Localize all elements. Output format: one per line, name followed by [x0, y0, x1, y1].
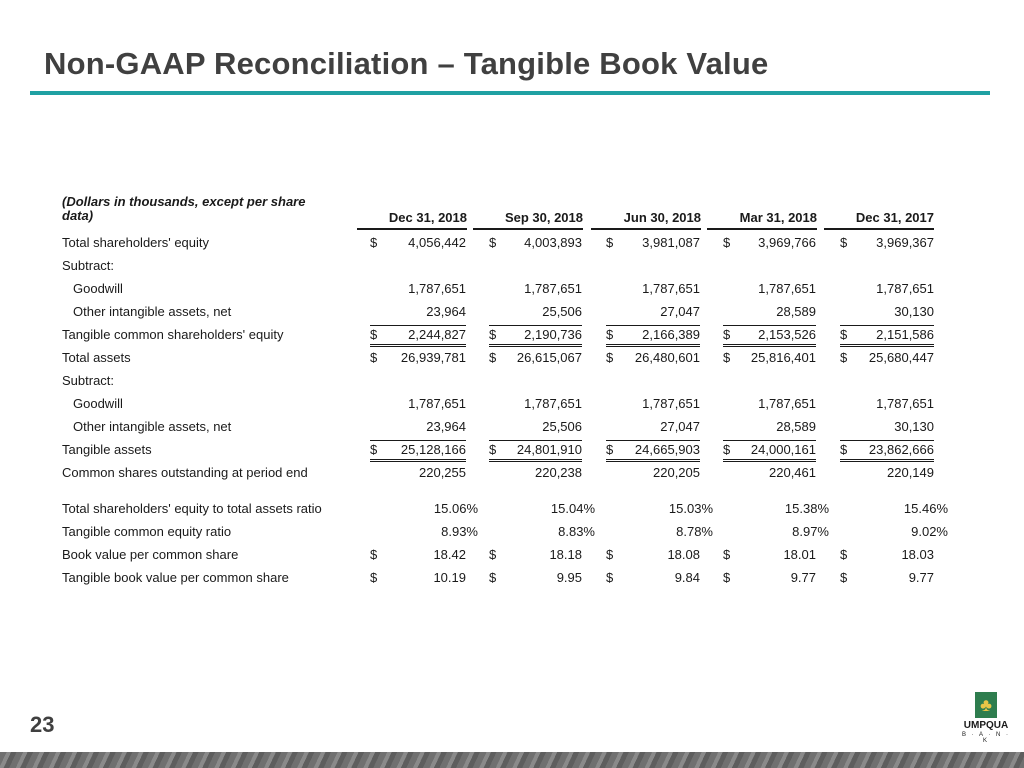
cell-value: 3,969,367 [876, 235, 934, 250]
cell-value: 24,000,161 [750, 442, 816, 457]
page-number: 23 [30, 712, 55, 737]
currency-symbol: $ [723, 235, 731, 250]
table-cell [489, 281, 582, 298]
currency-symbol: $ [370, 570, 378, 585]
cell-value: 2,166,389 [642, 327, 700, 342]
table-cell [606, 501, 713, 518]
table-cell [606, 396, 700, 413]
cell-value: 18.42 [433, 547, 466, 562]
cell-value: 220,238 [535, 465, 582, 480]
table-cell [489, 501, 595, 518]
currency-symbol: $ [489, 570, 497, 585]
currency-symbol: $ [840, 570, 848, 585]
table-row [62, 565, 948, 588]
row-label: Other intangible assets, net [73, 304, 232, 319]
table-cell [840, 304, 934, 321]
currency-symbol: $ [489, 350, 497, 365]
table-cell [370, 235, 466, 252]
page-title: Non-GAAP Reconciliation – Tangible Book Value [44, 46, 769, 81]
table-cell [489, 396, 582, 413]
table-row [62, 322, 948, 345]
cell-value: 220,255 [419, 465, 466, 480]
cell-value: 1,787,651 [408, 281, 466, 296]
currency-symbol: $ [606, 327, 614, 342]
cell-value: 1,787,651 [524, 281, 582, 296]
table-cell [489, 304, 582, 321]
cell-value: 8.93% [441, 524, 478, 539]
logo-subtitle: B · A · N · K [961, 732, 1010, 744]
row-label: Book value per common share [62, 547, 239, 562]
currency-symbol: $ [606, 350, 614, 365]
row-label: Subtract: [62, 258, 115, 273]
cell-value: 15.46% [903, 501, 948, 516]
cell-value: 24,801,910 [516, 442, 582, 457]
table-cell [840, 419, 934, 436]
currency-symbol: $ [723, 547, 731, 562]
section-spacer [62, 483, 948, 496]
table-cell [606, 524, 713, 541]
cell-value: 4,056,442 [408, 235, 466, 250]
cell-value: 18.08 [667, 547, 700, 562]
table-cell [489, 440, 582, 462]
table-cell [370, 524, 478, 541]
cell-value: 1,787,651 [758, 281, 816, 296]
cell-value: 28,589 [776, 419, 816, 434]
table-cell [370, 396, 466, 413]
row-label: Tangible book value per common share [62, 570, 289, 585]
table-cell [489, 524, 595, 541]
currency-symbol: $ [840, 235, 848, 250]
table-cell [370, 281, 466, 298]
row-label: Goodwill [73, 396, 123, 411]
cell-value: 220,205 [653, 465, 700, 480]
column-header: Jun 30, 2018 [591, 210, 701, 230]
cell-value: 220,461 [769, 465, 816, 480]
table-cell [370, 465, 466, 482]
table-row [62, 391, 948, 414]
table-cell [606, 570, 700, 587]
column-header: Mar 31, 2018 [707, 210, 817, 230]
cell-value: 8.97% [792, 524, 829, 539]
row-label: Tangible common equity ratio [62, 524, 232, 539]
currency-symbol: $ [370, 547, 378, 562]
table-cell [370, 440, 466, 462]
cell-value: 9.95 [556, 570, 582, 585]
table-cell [840, 440, 934, 462]
table-cell [840, 281, 934, 298]
row-label: Total shareholders' equity [62, 235, 210, 250]
table-cell [489, 325, 582, 347]
cell-value: 1,787,651 [524, 396, 582, 411]
cell-value: 8.78% [676, 524, 713, 539]
row-label: Tangible common shareholders' equity [62, 327, 284, 342]
table-cell [606, 547, 700, 564]
currency-symbol: $ [370, 327, 378, 342]
table-cell [606, 350, 700, 367]
table-row [62, 437, 948, 460]
units-note: (Dollars in thousands, except per share data) [62, 194, 306, 223]
cell-value: 15.04% [550, 501, 595, 516]
table-cell [723, 325, 816, 347]
cell-value: 9.84 [674, 570, 700, 585]
table-cell [606, 325, 700, 347]
cell-value: 2,153,526 [758, 327, 816, 342]
table-cell [723, 235, 816, 252]
table-cell [489, 419, 582, 436]
table-cell [370, 547, 466, 564]
currency-symbol: $ [489, 547, 497, 562]
table-cell [370, 419, 466, 436]
umpqua-logo [960, 692, 1010, 748]
cell-value: 24,665,903 [634, 442, 700, 457]
cell-value: 1,787,651 [758, 396, 816, 411]
table-cell [606, 419, 700, 436]
row-label: Other intangible assets, net [73, 419, 232, 434]
currency-symbol: $ [606, 570, 614, 585]
cell-value: 15.06% [433, 501, 478, 516]
cell-value: 1,787,651 [876, 396, 934, 411]
cell-value: 30,130 [894, 304, 934, 319]
table-row [62, 253, 948, 276]
table-cell [840, 570, 934, 587]
currency-symbol: $ [489, 327, 497, 342]
table-row [62, 519, 948, 542]
cell-value: 1,787,651 [642, 281, 700, 296]
cell-value: 10.19 [433, 570, 466, 585]
cell-value: 25,128,166 [400, 442, 466, 457]
table-row [62, 542, 948, 565]
table-cell [723, 547, 816, 564]
table-cell [723, 304, 816, 321]
currency-symbol: $ [370, 350, 378, 365]
cell-value: 23,964 [426, 419, 466, 434]
table-cell [723, 350, 816, 367]
cell-value: 25,506 [542, 419, 582, 434]
table-cell [723, 396, 816, 413]
title-divider [30, 91, 990, 95]
cell-value: 30,130 [894, 419, 934, 434]
table-cell [723, 281, 816, 298]
table-cell [723, 501, 829, 518]
currency-symbol: $ [489, 442, 497, 457]
currency-symbol: $ [723, 350, 731, 365]
column-header: Dec 31, 2018 [357, 210, 467, 230]
logo-wordmark: UMPQUA [963, 720, 1009, 731]
currency-symbol: $ [840, 547, 848, 562]
cell-value: 26,615,067 [516, 350, 582, 365]
currency-symbol: $ [840, 350, 848, 365]
currency-symbol: $ [606, 547, 614, 562]
cell-value: 26,939,781 [400, 350, 466, 365]
table-cell [370, 325, 466, 347]
currency-symbol: $ [489, 235, 497, 250]
cell-value: 28,589 [776, 304, 816, 319]
cell-value: 15.03% [668, 501, 713, 516]
cell-value: 2,190,736 [524, 327, 582, 342]
currency-symbol: $ [840, 442, 848, 457]
table-cell [840, 350, 934, 367]
cell-value: 23,964 [426, 304, 466, 319]
column-header: Dec 31, 2017 [824, 210, 934, 230]
table-cell [723, 465, 816, 482]
cell-value: 26,480,601 [634, 350, 700, 365]
cell-value: 23,862,666 [868, 442, 934, 457]
cell-value: 9.02% [911, 524, 948, 539]
table-cell [840, 396, 934, 413]
cell-value: 1,787,651 [408, 396, 466, 411]
table-row [62, 299, 948, 322]
table-row [62, 460, 948, 483]
table-cell [840, 547, 934, 564]
table-header [62, 195, 948, 230]
cell-value: 1,787,651 [876, 281, 934, 296]
table-cell [606, 465, 700, 482]
table-cell [606, 235, 700, 252]
currency-symbol: $ [723, 327, 731, 342]
table-cell [370, 304, 466, 321]
cell-value: 18.18 [549, 547, 582, 562]
currency-symbol: $ [606, 442, 614, 457]
currency-symbol: $ [723, 570, 731, 585]
currency-symbol: $ [370, 442, 378, 457]
table-cell [489, 570, 582, 587]
table-cell [840, 465, 934, 482]
currency-symbol: $ [723, 442, 731, 457]
cell-value: 15.38% [784, 501, 829, 516]
table-cell [840, 524, 948, 541]
table-cell [489, 465, 582, 482]
table-cell [840, 501, 948, 518]
table-cell [489, 350, 582, 367]
cell-value: 8.83% [558, 524, 595, 539]
cell-value: 2,244,827 [408, 327, 466, 342]
row-label: Total assets [62, 350, 131, 365]
table-row [62, 276, 948, 299]
table-row [62, 496, 948, 519]
footer-texture [0, 752, 1024, 768]
currency-symbol: $ [840, 327, 848, 342]
table-row [62, 368, 948, 391]
cell-value: 27,047 [660, 304, 700, 319]
column-header: Sep 30, 2018 [473, 210, 583, 230]
cell-value: 9.77 [790, 570, 816, 585]
table-cell [840, 235, 934, 252]
cell-value: 220,149 [887, 465, 934, 480]
cell-value: 25,506 [542, 304, 582, 319]
cell-value: 9.77 [908, 570, 934, 585]
table-cell [723, 570, 816, 587]
cell-value: 3,969,766 [758, 235, 816, 250]
table-cell [370, 501, 478, 518]
cell-value: 4,003,893 [524, 235, 582, 250]
currency-symbol: $ [606, 235, 614, 250]
table-cell [370, 570, 466, 587]
cell-value: 2,151,586 [876, 327, 934, 342]
table-row [62, 345, 948, 368]
cell-value: 18.03 [901, 547, 934, 562]
table-cell [840, 325, 934, 347]
table-cell [370, 350, 466, 367]
table-row [62, 414, 948, 437]
table-cell [606, 440, 700, 462]
cell-value: 1,787,651 [642, 396, 700, 411]
table-cell [723, 524, 829, 541]
row-label: Subtract: [62, 373, 115, 388]
cell-value: 25,680,447 [868, 350, 934, 365]
tangible-book-value-table [62, 195, 948, 588]
row-label: Tangible assets [62, 442, 152, 457]
row-label: Total shareholders' equity to total assets ratio [62, 501, 322, 516]
table-cell [723, 440, 816, 462]
cell-value: 3,981,087 [642, 235, 700, 250]
table-cell [489, 547, 582, 564]
row-label: Common shares outstanding at period end [62, 465, 308, 480]
cell-value: 27,047 [660, 419, 700, 434]
row-label: Goodwill [73, 281, 123, 296]
tree-icon: ♣ [980, 695, 992, 715]
table-cell [606, 304, 700, 321]
currency-symbol: $ [370, 235, 378, 250]
cell-value: 25,816,401 [750, 350, 816, 365]
table-cell [489, 235, 582, 252]
table-cell [606, 281, 700, 298]
table-row [62, 230, 948, 253]
table-cell [723, 419, 816, 436]
cell-value: 18.01 [783, 547, 816, 562]
